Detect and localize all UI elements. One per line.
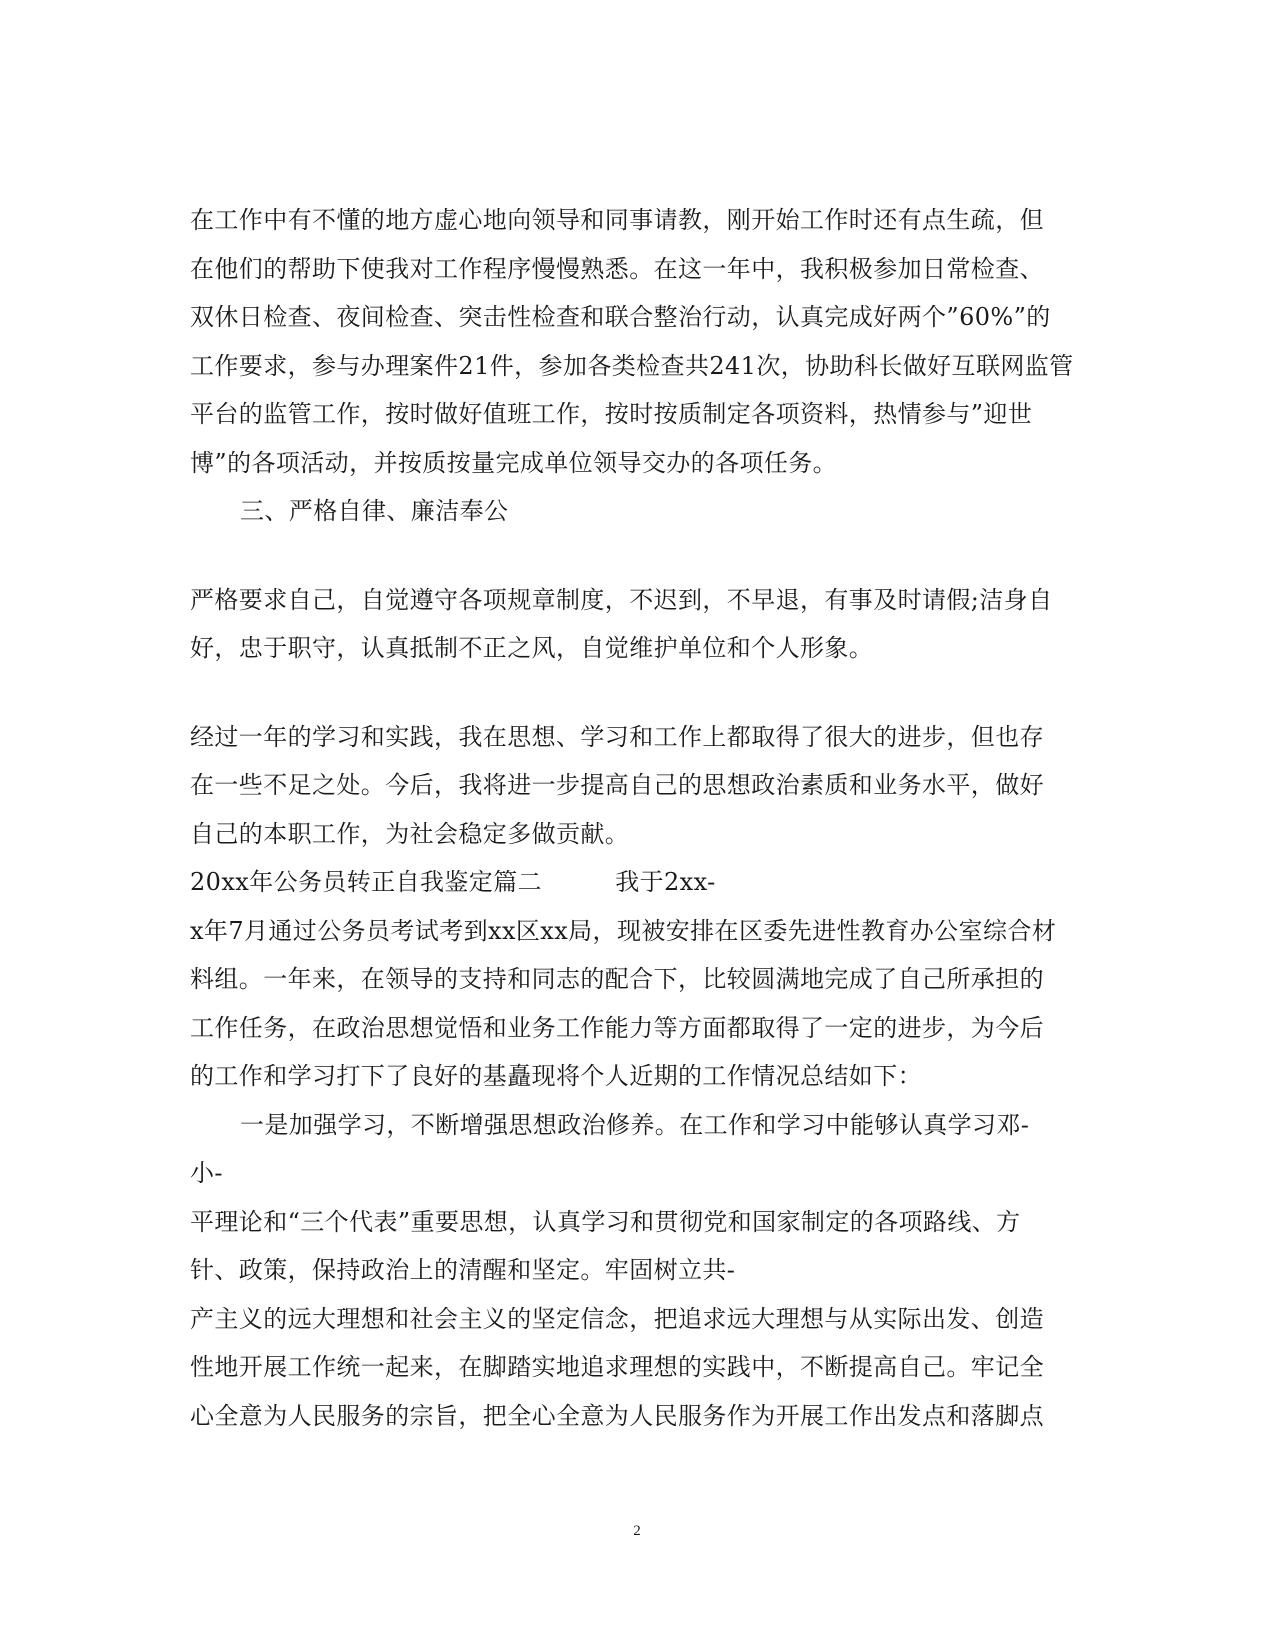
text-line: 严格要求自己，自觉遵守各项规章制度，不迟到，不早退，有事及时请假;洁身自 <box>190 586 1053 614</box>
text-line: 博”的各项活动，并按质按量完成单位领导交办的各项任务。 <box>190 449 838 477</box>
text-line: 好，忠于职守，认真抵制不正之风，自觉维护单位和个人形象。 <box>190 634 874 662</box>
text-line: 工作任务，在政治思想觉悟和业务工作能力等方面都取得了一定的进步，为今后 <box>190 1014 1044 1042</box>
text-line: 工作要求，参与办理案件21件，参加各类检查共241次，协助科长做好互联网监管 <box>190 352 1074 380</box>
text-line: 针、政策，保持政治上的清醒和坚定。牢固树立共- <box>190 1256 736 1284</box>
text-line: 双休日检查、夜间检查、突击性检查和联合整治行动，认真完成好两个”60%”的 <box>190 303 1051 331</box>
text-line: 20xx年公务员转正自我鉴定篇二 我于2xx- <box>190 868 716 896</box>
text-line: 在一些不足之处。今后，我将进一步提高自己的思想政治素质和业务水平，做好 <box>190 771 1044 799</box>
text-line: 经过一年的学习和实践，我在思想、学习和工作上都取得了很大的进步，但也存 <box>190 723 1044 751</box>
text-line: 一是加强学习，不断增强思想政治修养。在工作和学习中能够认真学习邓- <box>240 1111 1030 1139</box>
text-line: 平理论和“三个代表”重要思想，认真学习和贯彻党和国家制定的各项路线、方 <box>190 1208 1021 1236</box>
text-line: 性地开展工作统一起来，在脚踏实地追求理想的实践中，不断提高自己。牢记全 <box>190 1353 1044 1381</box>
text-line: 料组。一年来，在领导的支持和同志的配合下，比较圆满地完成了自己所承担的 <box>190 965 1044 993</box>
text-line: 自己的本职工作，为社会稳定多做贡献。 <box>190 820 630 848</box>
text-line: 产主义的远大理想和社会主义的坚定信念，把追求远大理想与从实际出发、创造 <box>190 1305 1044 1333</box>
page-number: 2 <box>633 1523 641 1539</box>
text-line: x年7月通过公务员考试考到xx区xx局，现被安排在区委先进性教育办公室综合材 <box>190 917 1057 945</box>
text-line: 在他们的帮助下使我对工作程序慢慢熟悉。在这一年中，我积极参加日常检查、 <box>190 255 1044 283</box>
text-line: 平台的监管工作，按时做好值班工作，按时按质制定各项资料，热情参与”迎世 <box>190 400 1033 428</box>
text-line: 心全意为人民服务的宗旨，把全心全意为人民服务作为开展工作出发点和落脚点 <box>190 1402 1044 1430</box>
section-heading: 三、严格自律、廉洁奉公 <box>240 497 509 525</box>
text-line: 的工作和学习打下了良好的基矗现将个人近期的工作情况总结如下： <box>190 1062 922 1090</box>
text-line: 小- <box>190 1159 223 1187</box>
text-line: 在工作中有不懂的地方虚心地向领导和同事请教，刚开始工作时还有点生疏，但 <box>190 206 1044 234</box>
